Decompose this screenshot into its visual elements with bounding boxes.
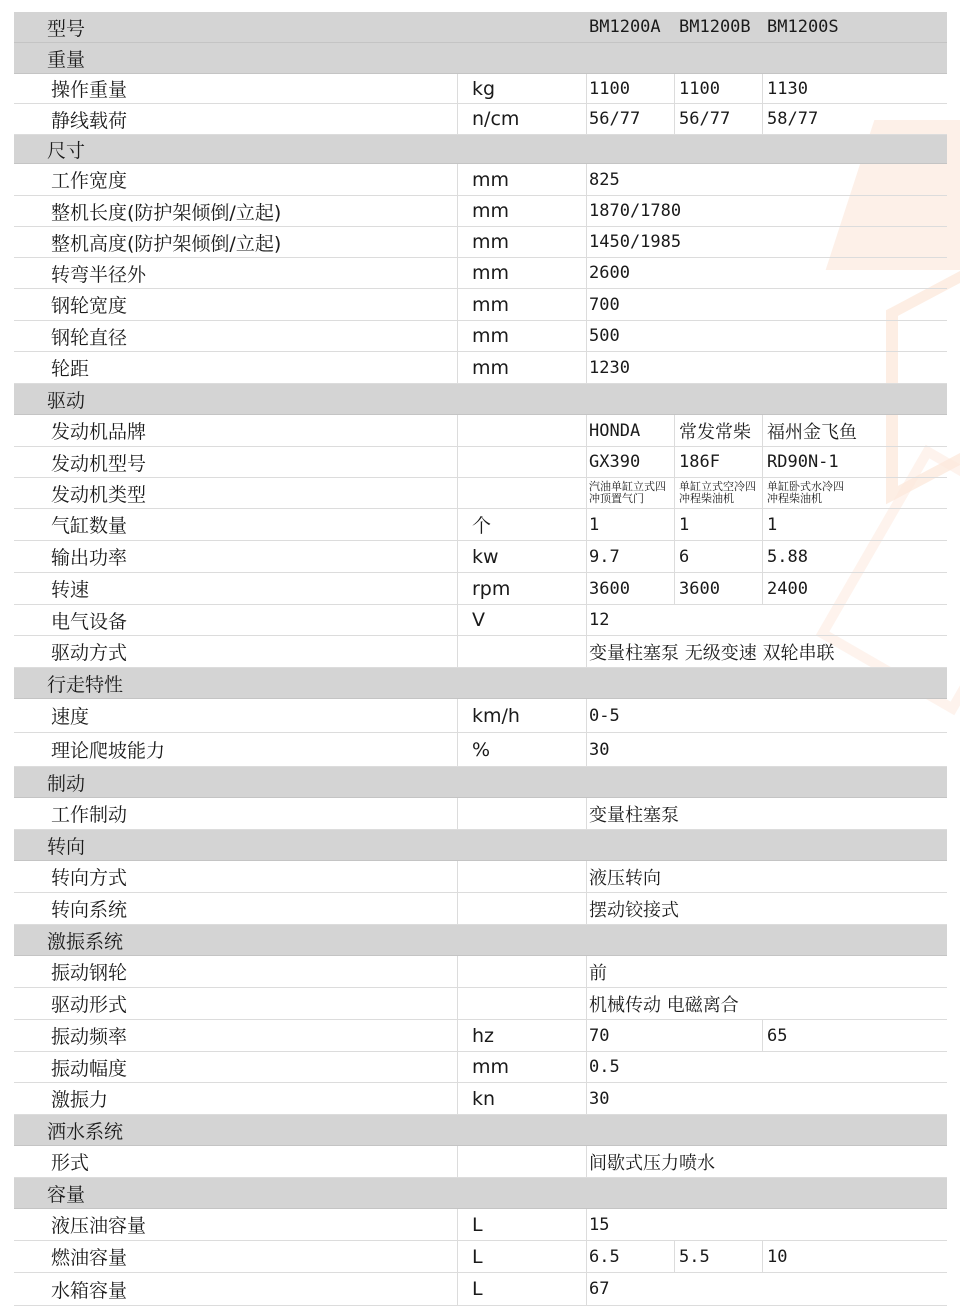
column-divider [457,352,458,383]
value-bm1200a: 0-5 [589,705,620,726]
column-divider [586,258,587,288]
spec-row [14,1146,947,1178]
spec-row [14,478,947,509]
column-divider [457,1020,458,1051]
value-bm1200b: 3600 [679,578,720,599]
column-divider [586,1273,587,1305]
value-bm1200b: BM1200B [679,17,751,37]
spec-row [14,321,947,352]
spec-unit: mm [472,1056,510,1078]
section-title: 制动 [47,772,86,795]
value-bm1200b: 5.5 [679,1246,710,1267]
value-bm1200s: 2400 [767,578,808,599]
section-header-row [14,43,947,74]
spec-name: 驱动方式 [51,642,128,664]
spec-name: 转速 [51,579,90,601]
spec-name: 钢轮直径 [51,326,128,349]
spec-unit: kg [472,77,496,100]
column-divider [457,699,458,732]
spec-unit: % [472,738,491,761]
spec-unit: mm [472,168,510,191]
column-divider [762,74,763,103]
column-divider [457,1146,458,1177]
spec-row [14,733,947,767]
value-bm1200a: 2600 [589,263,630,283]
column-divider [457,861,458,892]
spec-unit: n/cm [472,108,520,130]
spec-unit: km/h [472,704,520,727]
column-divider [457,196,458,226]
section-title: 转向 [47,835,86,858]
spec-unit: mm [472,325,510,347]
column-divider [586,733,587,766]
spec-row [14,636,947,668]
value-bm1200a: 12 [589,610,610,630]
spec-name: 转向系统 [51,899,128,921]
spec-unit: mm [472,200,510,222]
spec-row [14,104,947,135]
column-divider [457,1241,458,1272]
spec-name: 形式 [51,1152,90,1174]
spec-row [14,415,947,447]
spec-name: 操作重量 [51,79,128,101]
column-divider [457,164,458,195]
column-divider [457,74,458,103]
column-divider [457,227,458,257]
spec-name: 液压油容量 [51,1215,147,1237]
value-bm1200a: 56/77 [589,109,641,129]
spec-row [14,352,947,384]
value-bm1200b: 56/77 [679,109,731,129]
value-bm1200s: 10 [767,1246,788,1267]
column-divider [586,321,587,351]
section-title: 型号 [47,17,86,40]
value-bm1200a: BM1200A [589,17,661,37]
value-bm1200s: BM1200S [767,17,839,37]
column-divider [457,258,458,288]
value-bm1200a: 70 [589,1025,610,1046]
value-bm1200a: 500 [589,326,620,346]
column-divider [586,196,587,226]
section-header-row [14,668,947,699]
column-divider [457,104,458,134]
column-divider [674,541,675,572]
section-title: 尺寸 [47,139,86,162]
value-bm1200a: 15 [589,1214,610,1235]
spec-unit: mm [472,293,510,316]
section-header-row [14,384,947,415]
spec-name: 速度 [51,706,90,728]
section-title: 重量 [47,48,86,71]
spec-row [14,1052,947,1083]
value-bm1200s: 5.88 [767,546,808,567]
value-bm1200b: 常发常柴 [679,421,751,443]
spec-row [14,893,947,925]
section-header-row [14,767,947,798]
value-bm1200a: 前 [589,962,607,984]
column-divider [762,509,763,540]
column-divider [674,509,675,540]
value-bm1200a: 30 [589,739,610,760]
spec-unit: mm [472,356,510,379]
column-divider [457,605,458,635]
column-divider [457,1209,458,1240]
column-divider [674,573,675,604]
column-divider [762,1241,763,1272]
spec-name: 驱动形式 [51,994,128,1016]
value-bm1200b: 单缸立式空冷四冲程柴油机 [679,480,756,505]
column-divider [457,636,458,667]
value-bm1200s: 1 [767,514,778,535]
column-divider [586,573,587,604]
column-divider [457,573,458,604]
spec-unit: L [472,1278,483,1300]
spec-unit: mm [472,231,510,253]
section-header-row [14,1115,947,1146]
column-divider [586,636,587,667]
value-bm1200a: 9.7 [589,546,620,567]
spec-name: 转向方式 [51,867,128,889]
column-divider [762,104,763,134]
spec-row [14,258,947,289]
spec-row [14,1241,947,1273]
spec-row [14,227,947,258]
column-divider [457,447,458,477]
spec-row [14,164,947,196]
value-bm1200a: GX390 [589,452,641,472]
spec-name: 发动机型号 [51,452,147,475]
spec-name: 转弯半径外 [51,263,147,286]
column-divider [457,1052,458,1082]
spec-name: 工作宽度 [51,170,128,192]
spec-row [14,289,947,321]
column-divider [586,352,587,383]
column-divider [586,227,587,257]
value-bm1200a: 液压转向 [589,867,661,889]
column-divider [457,478,458,508]
spec-row [14,956,947,988]
value-bm1200a: 变量柱塞泵 [589,804,679,826]
spec-row [14,447,947,478]
column-divider [457,956,458,987]
value-bm1200b: 1 [679,514,690,535]
spec-row [14,1273,947,1306]
column-divider [457,289,458,320]
value-bm1200b: 1100 [679,78,720,99]
spec-row [14,798,947,830]
column-divider [586,988,587,1019]
spec-name: 振动幅度 [51,1057,128,1080]
column-divider [586,541,587,572]
column-divider [457,988,458,1019]
spec-row [14,1020,947,1052]
column-divider [457,893,458,924]
spec-unit: kw [472,545,499,568]
value-bm1200a: HONDA [589,420,641,441]
value-bm1200s: 58/77 [767,109,819,129]
column-divider [586,699,587,732]
spec-row [14,573,947,605]
spec-row [14,196,947,227]
value-bm1200a: 67 [589,1279,610,1299]
spec-row [14,988,947,1020]
column-divider [457,415,458,446]
spec-unit: L [472,1245,483,1268]
spec-unit: mm [472,262,510,284]
spec-row [14,1083,947,1115]
column-divider [457,321,458,351]
column-divider [674,104,675,134]
value-bm1200b: 186F [679,452,720,472]
column-divider [674,447,675,477]
spec-name: 振动钢轮 [51,962,128,984]
spec-name: 气缸数量 [51,515,128,537]
value-bm1200a: 0.5 [589,1057,620,1077]
section-title: 行走特性 [47,673,124,696]
column-divider [586,1241,587,1272]
column-divider [586,1052,587,1082]
value-bm1200a: 1 [589,514,600,535]
section-header-row [14,925,947,956]
column-divider [586,415,587,446]
column-divider [586,164,587,195]
spec-unit: L [472,1213,483,1236]
value-bm1200s: 单缸卧式水冷四冲程柴油机 [767,480,844,505]
column-divider [586,893,587,924]
spec-name: 钢轮宽度 [51,295,128,317]
column-divider [586,1209,587,1240]
column-divider [674,1241,675,1272]
spec-name: 理论爬坡能力 [51,740,166,762]
column-divider [457,509,458,540]
value-bm1200a: 700 [589,294,620,315]
column-divider [586,1146,587,1177]
value-bm1200a: 30 [589,1088,610,1109]
column-divider [762,1020,763,1051]
column-divider [586,798,587,829]
spec-name: 工作制动 [51,804,128,826]
column-divider [457,1083,458,1114]
column-divider [586,956,587,987]
spec-row [14,861,947,893]
spec-unit: V [472,609,485,631]
spec-row [14,699,947,733]
value-bm1200a: 6.5 [589,1246,620,1267]
spec-name: 轮距 [51,358,90,380]
column-divider [586,447,587,477]
column-divider [586,605,587,635]
spec-name: 燃油容量 [51,1247,128,1269]
spec-name: 整机高度(防护架倾倒/立起) [51,232,282,255]
value-bm1200a: 1230 [589,357,630,378]
column-divider [586,509,587,540]
column-divider [457,541,458,572]
spec-name: 输出功率 [51,547,128,569]
section-title: 驱动 [47,389,86,412]
column-divider [457,1273,458,1305]
spec-unit: rpm [472,577,511,600]
spec-name: 水箱容量 [51,1279,128,1302]
value-bm1200a: 汽油单缸立式四冲顶置气门 [589,480,666,505]
section-header-row [14,830,947,861]
spec-unit: 个 [472,515,492,537]
value-bm1200a: 3600 [589,578,630,599]
section-title: 容量 [47,1183,86,1206]
spec-row [14,541,947,573]
value-bm1200a: 1100 [589,78,630,99]
column-divider [762,447,763,477]
section-header-row [14,135,947,164]
spec-row [14,509,947,541]
value-bm1200a: 1450/1985 [589,232,682,252]
column-divider [457,733,458,766]
value-bm1200a: 摆动铰接式 [589,899,679,921]
spec-row [14,605,947,636]
value-bm1200a: 825 [589,169,620,190]
spec-table [14,12,947,1306]
spec-name: 激振力 [51,1089,109,1111]
spec-row [14,74,947,104]
column-divider [586,74,587,103]
spec-unit: kn [472,1087,496,1110]
column-divider [586,861,587,892]
section-title: 激振系统 [47,930,124,953]
spec-row [14,1209,947,1241]
column-divider [586,289,587,320]
value-bm1200a: 1870/1780 [589,201,682,221]
column-divider [586,478,587,508]
value-bm1200a: 机械传动 电磁离合 [589,994,739,1016]
column-divider [762,541,763,572]
value-bm1200a: 间歇式压力喷水 [589,1152,715,1174]
column-divider [457,798,458,829]
spec-name: 发动机类型 [51,483,147,506]
value-bm1200s: 福州金飞鱼 [767,421,857,443]
spec-name: 静线载荷 [51,109,128,132]
column-divider [762,415,763,446]
value-bm1200b: 6 [679,546,690,567]
column-divider [674,415,675,446]
value-bm1200a: 变量柱塞泵 无级变速 双轮串联 [589,642,835,664]
value-bm1200s: 1130 [767,78,808,99]
spec-name: 电气设备 [51,610,128,633]
spec-unit: hz [472,1024,495,1047]
value-bm1200s: RD90N-1 [767,452,839,472]
spec-name: 整机长度(防护架倾倒/立起) [51,201,282,224]
spec-name: 振动频率 [51,1026,128,1048]
value-bm1200s: 65 [767,1025,788,1046]
column-divider [762,573,763,604]
column-divider [674,74,675,103]
section-header-row [14,1178,947,1209]
section-title: 洒水系统 [47,1120,124,1143]
column-divider [586,1020,587,1051]
spec-name: 发动机品牌 [51,421,147,443]
section-header-row [14,12,947,43]
column-divider [586,104,587,134]
column-divider [586,1083,587,1114]
